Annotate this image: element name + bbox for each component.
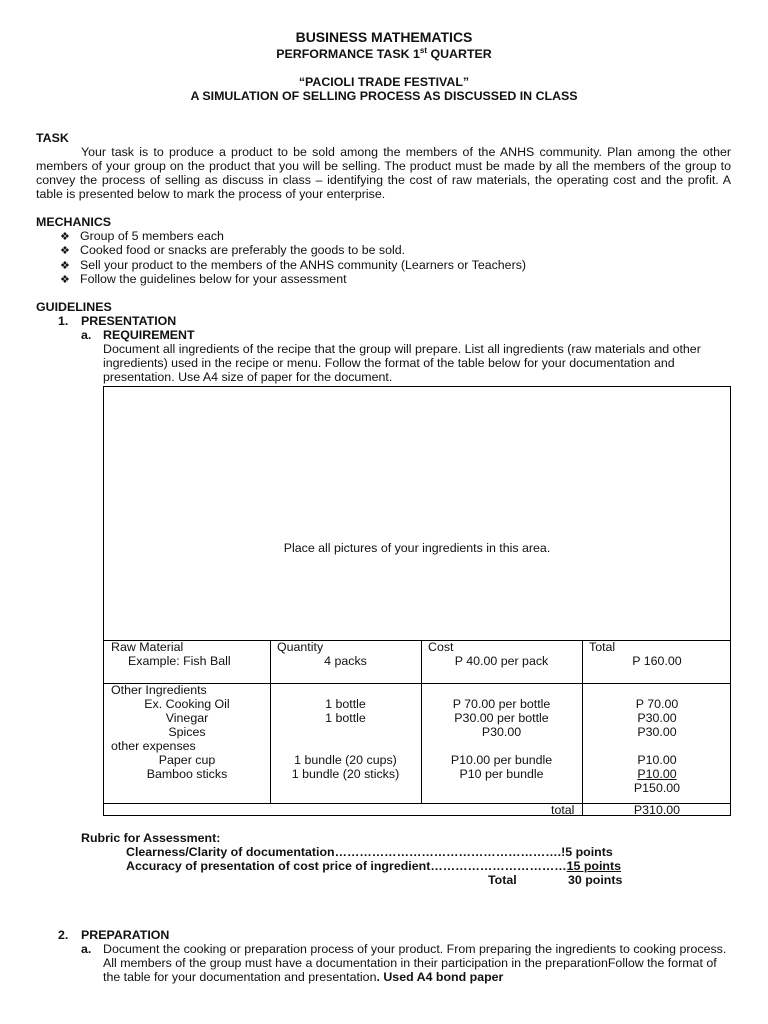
example-cost: P 40.00 per pack xyxy=(454,654,549,668)
row-item: Bamboo sticks xyxy=(146,767,228,781)
row-item: Spices xyxy=(168,725,206,739)
diamond-bullet-icon: ❖ xyxy=(60,260,70,272)
task-paragraph: Your task is to produce a product to be sold among the members of the ANHS community. Plan among the other members of your group on the product that you will be selling. The product must be made by all the members of the group to convey the process of selling as discuss in class – identifying the cost of raw materials, the operating cost and the profit. A table is presented below to mark the process of your enterprise. xyxy=(36,145,731,201)
list-item: ❖ Follow the guidelines below for your assessment xyxy=(60,272,347,286)
preparation-paragraph: Document the cooking or preparation process of your product. From preparing the ingredients to cooking process. All members of the group must have a documentation in their participation in the preparationFollow the format of the table for your documentation and presentation. Used A4 bond paper xyxy=(103,942,727,984)
row-qty: 1 bundle (20 sticks) xyxy=(291,767,400,781)
preparation-heading: PREPARATION xyxy=(81,928,170,942)
diamond-bullet-icon: ❖ xyxy=(60,231,70,243)
row-item: Paper cup xyxy=(158,753,216,767)
rubric-line-accuracy: Accuracy of presentation of cost price of ingredient……………………………15 points xyxy=(126,859,622,873)
header-cost: Cost xyxy=(428,640,454,654)
presentation-heading: PRESENTATION xyxy=(81,314,177,328)
row-qty: 1 bottle xyxy=(325,697,366,711)
requirement-heading: REQUIREMENT xyxy=(103,328,195,342)
header-raw-material: Raw Material xyxy=(111,640,184,654)
row-total: P 70.00 xyxy=(635,697,679,711)
row-cost: P10 per bundle xyxy=(459,767,544,781)
row-cost: P30.00 xyxy=(481,725,522,739)
total-value: P310.00 xyxy=(633,803,681,817)
row-item: Vinegar xyxy=(165,711,209,725)
document-subtitle: PERFORMANCE TASK 1st QUARTER xyxy=(276,45,492,61)
example-quantity: 4 packs xyxy=(324,654,367,668)
row-total: P10.00 xyxy=(637,753,677,767)
rubric-total-points: 30 points xyxy=(568,873,623,887)
header-quantity: Quantity xyxy=(277,640,324,654)
row-item: Ex. Cooking Oil xyxy=(144,697,230,711)
subtotal-value: P150.00 xyxy=(633,781,681,795)
list-item: ❖ Sell your product to the members of the ANHS community (Learners or Teachers) xyxy=(60,258,527,272)
festival-title: “PACIOLI TRADE FESTIVAL” xyxy=(298,75,470,89)
total-label: total xyxy=(551,803,575,817)
ingredients-table xyxy=(103,386,731,816)
simulation-title: A SIMULATION OF SELLING PROCESS AS DISCUSSED IN CLASS xyxy=(190,89,578,103)
other-ingredients-label: Other Ingredients xyxy=(111,683,207,697)
row-qty: 1 bottle xyxy=(325,711,366,725)
list-item: ❖ Group of 5 members each xyxy=(60,229,224,243)
task-heading: TASK xyxy=(36,131,69,145)
rubric-total-label: Total xyxy=(488,873,517,887)
rubric-heading: Rubric for Assessment: xyxy=(81,831,221,845)
preparation-letter: a. xyxy=(81,942,92,956)
diamond-bullet-icon: ❖ xyxy=(60,274,70,286)
example-total: P 160.00 xyxy=(632,654,682,668)
row-cost: P10.00 per bundle xyxy=(450,753,553,767)
other-expenses-label: other expenses xyxy=(111,739,196,753)
presentation-number: 1. xyxy=(58,314,69,328)
document-title: BUSINESS MATHEMATICS xyxy=(295,29,473,45)
header-total: Total xyxy=(589,640,616,654)
requirement-paragraph: Document all ingredients of the recipe that the group will prepare. List all ingredients (raw materials and other ingredients) used in the recipe or menu. Follow the format of the table below for your documentation and presentation. Use A4 size of paper for the document. xyxy=(103,342,701,384)
row-qty: 1 bundle (20 cups) xyxy=(294,753,397,767)
preparation-number: 2. xyxy=(58,928,69,942)
row-total: P10.00 xyxy=(637,767,677,781)
row-total: P30.00 xyxy=(637,711,677,725)
requirement-letter: a. xyxy=(81,328,92,342)
row-cost: P30.00 per bottle xyxy=(454,711,549,725)
mechanics-heading: MECHANICS xyxy=(36,215,112,229)
pictures-placeholder: Place all pictures of your ingredients in this area. xyxy=(283,541,551,555)
example-item: Example: Fish Ball xyxy=(128,654,231,668)
diamond-bullet-icon: ❖ xyxy=(60,245,70,257)
list-item: ❖ Cooked food or snacks are preferably the goods to be sold. xyxy=(60,243,406,257)
row-total: P30.00 xyxy=(637,725,677,739)
rubric-line-clarity: Clearness/Clarity of documentation……………………………………………….!5 points xyxy=(126,845,613,859)
row-cost: P 70.00 per bottle xyxy=(452,697,551,711)
guidelines-heading: GUIDELINES xyxy=(36,300,112,314)
